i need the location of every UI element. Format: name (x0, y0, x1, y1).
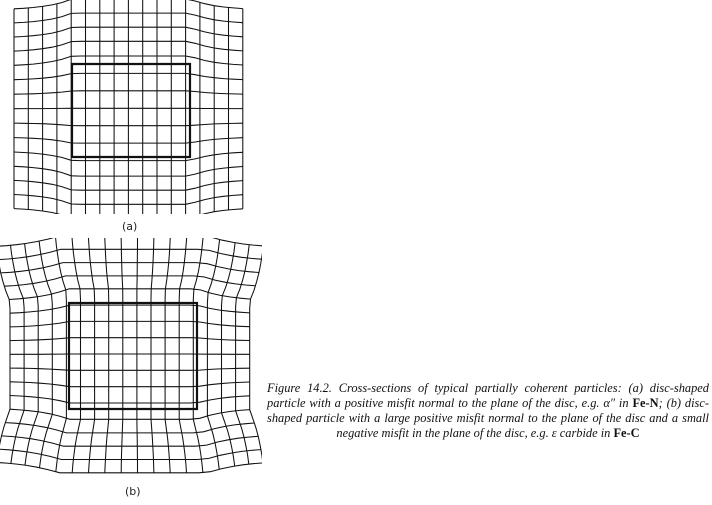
lattice-diagram-b (0, 238, 262, 476)
lattice-diagram-b-svg (0, 238, 262, 476)
lattice-diagram-a (0, 0, 255, 214)
lattice-line (10, 305, 250, 313)
particle-outline (69, 303, 197, 409)
lattice-diagram-a-svg (0, 0, 255, 214)
lattice-line (56, 238, 67, 472)
lattice-line (165, 238, 170, 473)
lattice-line (0, 246, 10, 462)
lattice-line (105, 238, 109, 473)
caption-chem-2: Fe-C (613, 426, 640, 440)
lattice-line (10, 338, 250, 341)
lattice-line (137, 238, 138, 473)
lattice-line (1, 263, 259, 273)
lattice-line (250, 246, 262, 463)
lattice-line (9, 289, 250, 300)
caption-text-1: Cross-sections of typical partially coherent particles: (a) disc-shaped particle with a positive misfit normal to the plane of the disc, e.g. α″ in (267, 381, 709, 410)
lattice-line (193, 238, 203, 473)
caption-figure-label: Figure 14.2. (267, 381, 332, 395)
lattice-line (179, 238, 187, 473)
lattice-line (88, 238, 94, 473)
lattice-line (121, 238, 123, 473)
lattice-line (0, 449, 261, 459)
lattice-line (4, 276, 255, 286)
panel-label-a: (a) (122, 220, 138, 233)
caption-chem-1: Fe-N (632, 396, 659, 410)
lattice-line (10, 368, 250, 370)
caption-text-2: ; (b) disc-shaped particle with a large positive misfit normal to the plane of the disc and a small negative misfit in the plane of the disc, e.g. ε carbide in (267, 396, 710, 440)
lattice-line (10, 396, 250, 404)
lattice-line (2, 436, 259, 446)
figure-caption (267, 381, 709, 441)
lattice-line (151, 238, 154, 473)
lattice-line (72, 238, 81, 473)
lattice-line (10, 409, 250, 419)
lattice-line (10, 382, 250, 387)
lattice-line (0, 249, 261, 259)
lattice-line (5, 423, 254, 433)
panel-label-b: (b) (125, 485, 141, 498)
lattice-line (10, 321, 250, 327)
